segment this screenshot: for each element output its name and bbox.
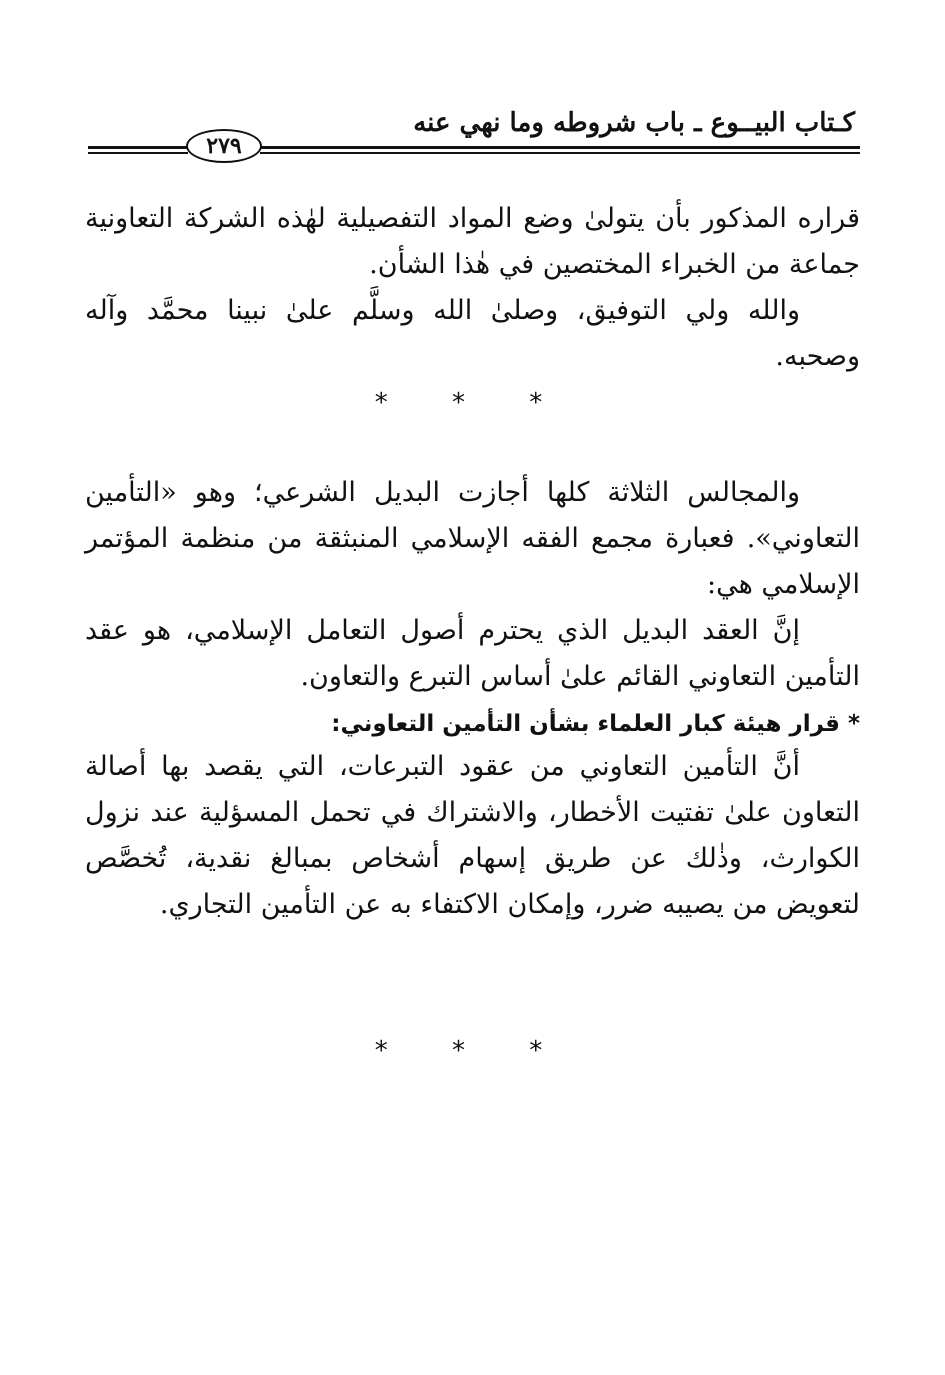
- header-rule-thick-line: [88, 146, 188, 149]
- section-heading: * قرار هيئة كبار العلماء بشأن التأمين التعاوني:: [331, 711, 860, 737]
- section-separator: * * *: [374, 1036, 571, 1066]
- paragraph: قراره المذكور بأن يتولىٰ وضع المواد التفصيلية لهٰذه الشركة التعاونية جماعة من الخبراء المختصين في هٰذا الشأن.: [85, 203, 860, 280]
- header-rule-thin-line: [88, 152, 188, 154]
- header-rule-right: [260, 146, 860, 155]
- header-rule-thick-line: [260, 146, 860, 149]
- section-one: [85, 196, 860, 380]
- header-rule-left: [88, 146, 188, 155]
- paragraph: أنَّ التأمين التعاوني من عقود التبرعات، التي يقصد بها أصالة التعاون علىٰ تفتيت الأخطار، والاشتراك في تحمل المسؤلية عند نزول الكوارث، وذٰلك عن طريق إسهام أشخاص بمبالغ نقدية، تُخصَّص لتعويض من يصيبه ضرر، وإمكان الاكتفاء به عن التأمين التجاري.: [85, 751, 860, 920]
- paragraph: والله ولي التوفيق، وصلىٰ الله وسلَّم علىٰ نبينا محمَّد وآله وصحبه.: [85, 295, 860, 372]
- section-separator: * * *: [374, 388, 571, 418]
- section-two: [85, 470, 860, 928]
- quoted-paragraph: إنَّ العقد البديل الذي يحترم أصول التعامل الإسلامي، هو عقد التأمين التعاوني القائم علىٰ أساس التبرع والتعاون.: [85, 615, 860, 692]
- header-rule-thin-line: [260, 152, 860, 154]
- paragraph: والمجالس الثلاثة كلها أجازت البديل الشرعي؛ وهو «التأمين التعاوني». فعبارة مجمع الفقه الإسلامي المنبثقة من منظمة المؤتمر الإسلامي هي:: [85, 477, 860, 600]
- page-number-badge: ٢٧٩: [186, 129, 262, 163]
- running-header-title: كـتاب البيــوع ـ باب شروطه وما نهي عنه: [413, 108, 855, 138]
